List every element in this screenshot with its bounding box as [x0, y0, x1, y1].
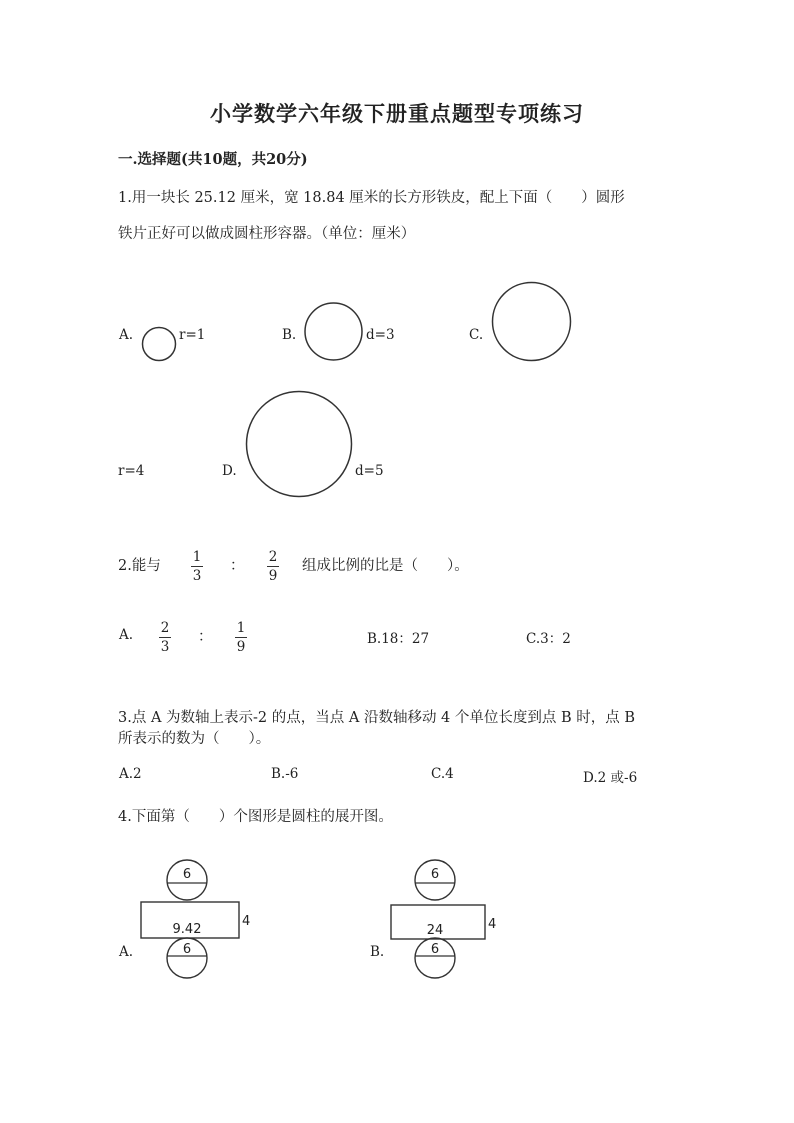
q1-option-a-value: r=1 — [179, 327, 206, 343]
q3-stem-line2: 所表示的数为（ ）。 — [118, 731, 271, 747]
q1-option-d-label: D. — [222, 463, 237, 479]
q3-option-b: B.-6 — [271, 766, 299, 782]
q4-option-b-net — [388, 858, 506, 980]
q4-option-b-top-value: 6 — [430, 867, 440, 882]
q2-option-a-label: A. — [119, 627, 134, 643]
q1-stem-line1: 1.用一块长 25.12 厘米，宽 18.84 厘米的长方形铁皮，配上下面（ ）圆形 — [118, 190, 625, 206]
q4-option-a-top-value: 6 — [182, 867, 192, 882]
q4-option-b-side-value: 4 — [488, 917, 497, 932]
q1-option-a-circle — [141, 326, 179, 364]
q2-option-a-fraction-2-numerator: 1 — [236, 620, 246, 636]
q2-option-a-colon: ： — [198, 629, 213, 645]
q2-option-a-fraction-1 — [159, 620, 171, 655]
q2-prefix: 2.能与 — [118, 558, 161, 574]
q1-option-a-label: A. — [119, 327, 134, 343]
q4-option-b-bottom-value: 6 — [430, 942, 440, 957]
q4-option-b-label: B. — [370, 944, 385, 960]
q4-option-a-top-circle — [167, 860, 207, 900]
q1-option-d-value: d=5 — [355, 463, 384, 479]
q2-fraction-1 — [191, 549, 203, 584]
q4-option-a-net — [138, 858, 256, 980]
q1-option-b-value: d=3 — [366, 327, 395, 343]
q2-option-c: C.3：2 — [526, 631, 571, 647]
q2-fraction-2-denominator: 9 — [268, 568, 278, 584]
fraction-bar — [159, 637, 171, 638]
q2-option-a-fraction-2-denominator: 9 — [236, 639, 246, 655]
q2-option-b: B.18：27 — [367, 631, 430, 647]
q1-option-c-value: r=4 — [118, 463, 145, 479]
fraction-bar — [235, 637, 247, 638]
q1-option-b-circle — [304, 302, 364, 362]
q1-option-d-circle — [245, 390, 355, 500]
q4-option-a-side-value: 4 — [242, 914, 251, 929]
q4-option-a-bottom-value: 6 — [182, 942, 192, 957]
q3-option-a: A.2 — [119, 766, 142, 782]
q1-option-c-circle — [491, 281, 573, 363]
q3-stem-line1: 3.点 A 为数轴上表示-2 的点，当点 A 沿数轴移动 4 个单位长度到点 B 时，点 B — [118, 710, 636, 726]
q1-option-c-label: C. — [469, 327, 484, 343]
q2-option-a-fraction-1-denominator: 3 — [160, 639, 170, 655]
q2-option-a-fraction-1-numerator: 2 — [160, 620, 170, 636]
q1-option-b-label: B. — [282, 327, 297, 343]
q4-option-b-rect-value: 24 — [426, 923, 444, 938]
q2-suffix: 组成比例的比是（ ）。 — [302, 558, 469, 574]
q4-option-b-top-circle — [415, 860, 455, 900]
q4-option-a-rect-value: 9.42 — [172, 922, 202, 937]
q4-stem: 4.下面第（ ）个图形是圆柱的展开图。 — [118, 809, 393, 825]
q2-fraction-1-numerator: 1 — [192, 549, 202, 565]
q2-colon: ： — [230, 558, 245, 574]
q1-stem-line2: 铁片正好可以做成圆柱形容器。（单位：厘米） — [118, 226, 416, 242]
q3-option-c: C.4 — [431, 766, 454, 782]
q4-option-a-label: A. — [119, 944, 134, 960]
q4-option-b-bottom-circle — [415, 938, 455, 978]
fraction-bar — [191, 566, 203, 567]
q4-option-a-bottom-circle — [167, 938, 207, 978]
q2-option-a-fraction-2 — [235, 620, 247, 655]
q2-fraction-2-numerator: 2 — [268, 549, 278, 565]
q2-fraction-1-denominator: 3 — [192, 568, 202, 584]
section-heading: 一.选择题(共10题，共20分) — [118, 151, 308, 168]
fraction-bar — [267, 566, 279, 567]
q3-option-d: D.2 或-6 — [583, 770, 638, 786]
page-title: 小学数学六年级下册重点题型专项练习 — [210, 101, 584, 126]
q2-fraction-2 — [267, 549, 279, 584]
